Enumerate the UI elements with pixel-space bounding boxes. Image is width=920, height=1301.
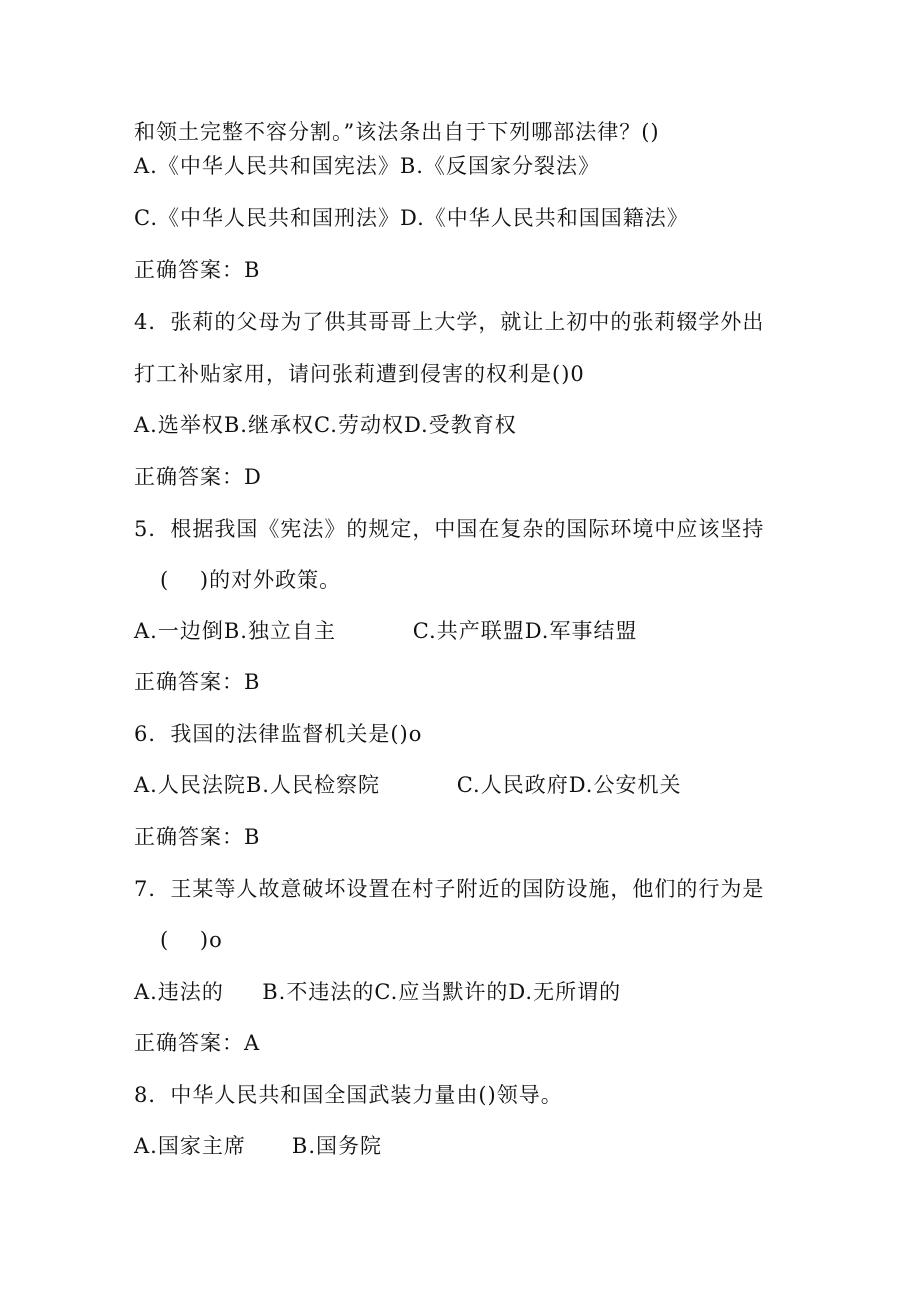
question-4-text: 4．张莉的父母为了供其哥哥上大学，就让上初中的张莉辍学外出	[134, 310, 765, 334]
question-5-options: A.一边倒B.独立自主 C.共产联盟D.军事结盟	[134, 619, 638, 643]
question-7-text-cont: ( )o	[160, 928, 223, 952]
question-5-text: 5．根据我国《宪法》的规定，中国在复杂的国际环境中应该坚持	[134, 517, 765, 541]
question-4-options: A.选举权B.继承权C.劳动权D.受教育权	[134, 413, 517, 437]
question-8-text: 8．中华人民共和国全国武装力量由()领导。	[134, 1083, 563, 1107]
question-7-text: 7．王某等人故意破坏设置在村子附近的国防设施，他们的行为是	[134, 877, 765, 901]
question-6-text: 6．我国的法律监督机关是()o	[134, 722, 423, 746]
question-3-text-end: 和领土完整不容分割。”该法条出自于下列哪部法律？()	[134, 120, 660, 144]
question-3-options-ab: A.《中华人民共和国宪法》B.《反国家分裂法》	[134, 154, 600, 178]
question-3-options-cd: C.《中华人民共和国刑法》D.《中华人民共和国国籍法》	[134, 206, 689, 230]
question-4-text-cont: 打工补贴家用，请问张莉遭到侵害的权利是()0	[134, 362, 585, 386]
question-7-answer: 正确答案：A	[134, 1031, 261, 1055]
question-8-options: A.国家主席 B.国务院	[134, 1134, 382, 1158]
question-5-text-cont: ( )的对外政策。	[160, 568, 342, 592]
question-6-answer: 正确答案：B	[134, 825, 261, 849]
question-6-options: A.人民法院B.人民检察院 C.人民政府D.公安机关	[134, 773, 682, 797]
question-5-answer: 正确答案：B	[134, 670, 261, 694]
question-3-answer: 正确答案：B	[134, 258, 261, 282]
question-4-answer: 正确答案：D	[134, 465, 262, 489]
question-7-options: A.违法的 B.不违法的C.应当默许的D.无所谓的	[134, 980, 622, 1004]
